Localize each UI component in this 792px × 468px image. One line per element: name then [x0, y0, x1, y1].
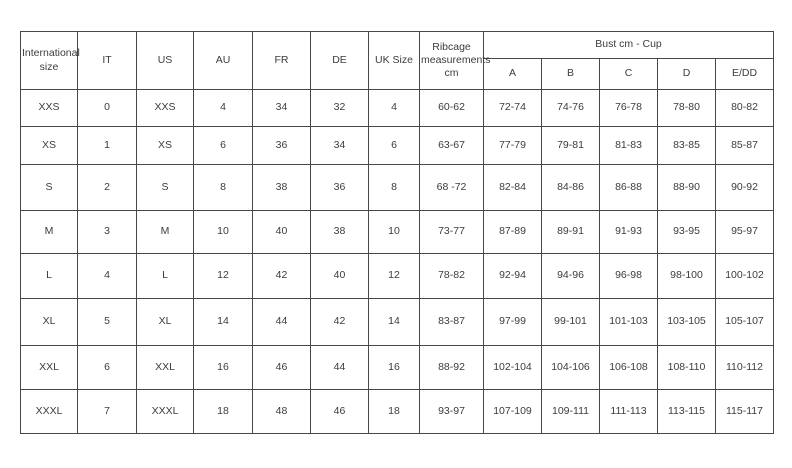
cell-uk-size: 10 — [369, 211, 420, 254]
cell-it: 0 — [78, 90, 137, 127]
col-header-international-size: International size — [21, 32, 78, 90]
cell-cup-edd: 110-112 — [716, 346, 774, 390]
cell-cup-a: 107-109 — [484, 390, 542, 434]
cell-cup-d: 108-110 — [658, 346, 716, 390]
cell-cup-a: 92-94 — [484, 254, 542, 299]
cell-cup-edd: 90-92 — [716, 165, 774, 211]
table-row — [21, 165, 774, 211]
cell-us: S — [137, 165, 194, 211]
size-table-body — [21, 90, 774, 434]
cell-cup-d: 103-105 — [658, 299, 716, 346]
table-row — [21, 346, 774, 390]
col-header-de: DE — [311, 32, 369, 90]
cell-international-size: XXXL — [21, 390, 78, 434]
cell-cup-c: 86-88 — [600, 165, 658, 211]
cell-uk-size: 8 — [369, 165, 420, 211]
cell-it: 6 — [78, 346, 137, 390]
cell-us: XL — [137, 299, 194, 346]
cell-us: XXS — [137, 90, 194, 127]
cell-cup-a: 87-89 — [484, 211, 542, 254]
cell-fr: 44 — [253, 299, 311, 346]
cell-fr: 38 — [253, 165, 311, 211]
cell-international-size: M — [21, 211, 78, 254]
cell-cup-a: 77-79 — [484, 127, 542, 165]
col-header-us: US — [137, 32, 194, 90]
cell-au: 14 — [194, 299, 253, 346]
cell-cup-c: 91-93 — [600, 211, 658, 254]
cell-uk-size: 6 — [369, 127, 420, 165]
cell-cup-a: 97-99 — [484, 299, 542, 346]
cell-cup-edd: 105-107 — [716, 299, 774, 346]
cell-ribcage: 78-82 — [420, 254, 484, 299]
cell-ribcage: 63-67 — [420, 127, 484, 165]
cell-au: 10 — [194, 211, 253, 254]
cell-cup-b: 74-76 — [542, 90, 600, 127]
cell-cup-b: 99-101 — [542, 299, 600, 346]
cell-uk-size: 12 — [369, 254, 420, 299]
cell-cup-c: 96-98 — [600, 254, 658, 299]
cell-us: XXL — [137, 346, 194, 390]
cell-cup-edd: 95-97 — [716, 211, 774, 254]
cell-uk-size: 14 — [369, 299, 420, 346]
cell-it: 5 — [78, 299, 137, 346]
table-row — [21, 211, 774, 254]
cell-international-size: L — [21, 254, 78, 299]
cell-cup-d: 93-95 — [658, 211, 716, 254]
cell-de: 38 — [311, 211, 369, 254]
header-row-groups — [21, 32, 774, 59]
cell-au: 6 — [194, 127, 253, 165]
cell-au: 16 — [194, 346, 253, 390]
cell-international-size: XXL — [21, 346, 78, 390]
col-header-cup-d: D — [658, 59, 716, 90]
cell-au: 12 — [194, 254, 253, 299]
cell-cup-c: 106-108 — [600, 346, 658, 390]
cell-au: 4 — [194, 90, 253, 127]
cell-cup-a: 72-74 — [484, 90, 542, 127]
cell-it: 2 — [78, 165, 137, 211]
cell-de: 32 — [311, 90, 369, 127]
cell-cup-c: 101-103 — [600, 299, 658, 346]
cell-international-size: XS — [21, 127, 78, 165]
cell-cup-b: 79-81 — [542, 127, 600, 165]
cell-cup-edd: 100-102 — [716, 254, 774, 299]
cell-cup-b: 94-96 — [542, 254, 600, 299]
col-header-cup-c: C — [600, 59, 658, 90]
table-header — [21, 32, 774, 90]
cell-us: XS — [137, 127, 194, 165]
cell-fr: 42 — [253, 254, 311, 299]
cell-it: 3 — [78, 211, 137, 254]
cell-cup-c: 76-78 — [600, 90, 658, 127]
cell-cup-edd: 115-117 — [716, 390, 774, 434]
cell-fr: 36 — [253, 127, 311, 165]
cell-cup-d: 78-80 — [658, 90, 716, 127]
cell-cup-b: 104-106 — [542, 346, 600, 390]
col-header-fr: FR — [253, 32, 311, 90]
table-row — [21, 254, 774, 299]
cell-de: 46 — [311, 390, 369, 434]
cell-de: 36 — [311, 165, 369, 211]
cell-fr: 40 — [253, 211, 311, 254]
cell-international-size: XL — [21, 299, 78, 346]
cell-cup-c: 81-83 — [600, 127, 658, 165]
col-header-cup-edd: E/DD — [716, 59, 774, 90]
cell-ribcage: 83-87 — [420, 299, 484, 346]
cell-cup-b: 84-86 — [542, 165, 600, 211]
col-header-it: IT — [78, 32, 137, 90]
table-row — [21, 390, 774, 434]
cell-au: 18 — [194, 390, 253, 434]
cell-uk-size: 4 — [369, 90, 420, 127]
cell-de: 42 — [311, 299, 369, 346]
col-group-header-bust-cup: Bust cm - Cup — [484, 32, 774, 59]
cell-de: 34 — [311, 127, 369, 165]
cell-cup-d: 98-100 — [658, 254, 716, 299]
col-header-uk-size: UK Size — [369, 32, 420, 90]
cell-cup-edd: 85-87 — [716, 127, 774, 165]
cell-cup-c: 111-113 — [600, 390, 658, 434]
cell-cup-a: 82-84 — [484, 165, 542, 211]
cell-au: 8 — [194, 165, 253, 211]
bra-size-chart-table — [20, 31, 774, 434]
cell-cup-b: 89-91 — [542, 211, 600, 254]
cell-cup-d: 83-85 — [658, 127, 716, 165]
cell-cup-d: 113-115 — [658, 390, 716, 434]
cell-uk-size: 16 — [369, 346, 420, 390]
cell-fr: 34 — [253, 90, 311, 127]
cell-cup-edd: 80-82 — [716, 90, 774, 127]
cell-uk-size: 18 — [369, 390, 420, 434]
col-header-au: AU — [194, 32, 253, 90]
cell-cup-d: 88-90 — [658, 165, 716, 211]
table-row — [21, 127, 774, 165]
cell-it: 4 — [78, 254, 137, 299]
cell-ribcage: 60-62 — [420, 90, 484, 127]
col-header-ribcage: Ribcage measurements cm — [420, 32, 484, 90]
cell-cup-b: 109-111 — [542, 390, 600, 434]
cell-it: 1 — [78, 127, 137, 165]
cell-international-size: S — [21, 165, 78, 211]
cell-fr: 48 — [253, 390, 311, 434]
cell-us: L — [137, 254, 194, 299]
cell-international-size: XXS — [21, 90, 78, 127]
cell-it: 7 — [78, 390, 137, 434]
col-header-cup-b: B — [542, 59, 600, 90]
cell-ribcage: 93-97 — [420, 390, 484, 434]
cell-ribcage: 88-92 — [420, 346, 484, 390]
table-row — [21, 299, 774, 346]
cell-us: XXXL — [137, 390, 194, 434]
cell-fr: 46 — [253, 346, 311, 390]
table-row — [21, 90, 774, 127]
cell-de: 40 — [311, 254, 369, 299]
cell-de: 44 — [311, 346, 369, 390]
cell-ribcage: 68 -72 — [420, 165, 484, 211]
cell-us: M — [137, 211, 194, 254]
col-header-cup-a: A — [484, 59, 542, 90]
cell-cup-a: 102-104 — [484, 346, 542, 390]
cell-ribcage: 73-77 — [420, 211, 484, 254]
